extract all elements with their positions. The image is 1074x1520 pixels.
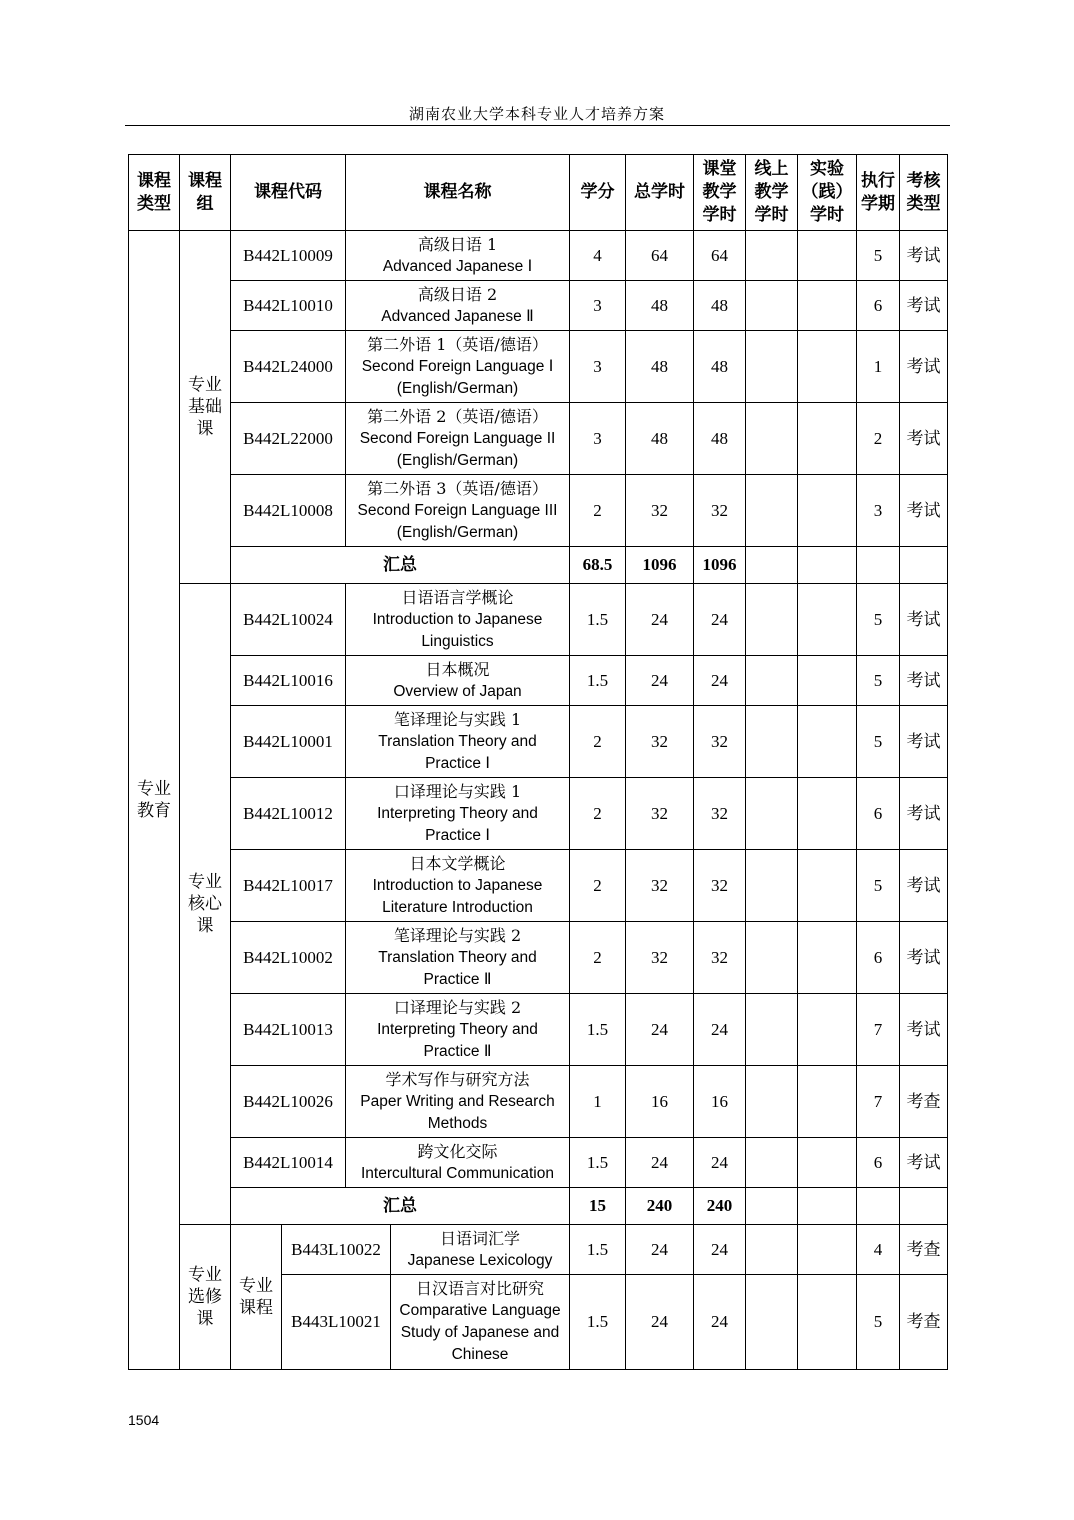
course-name-cell: [346, 281, 570, 331]
credit-cell: 1.5: [570, 656, 626, 706]
course-name-cell: [346, 584, 570, 656]
exam-type-cell: 考试: [900, 922, 948, 994]
summary-lab: [798, 1188, 857, 1225]
total-hours-cell: 24: [626, 1275, 694, 1370]
summary-total-hours: 1096: [626, 547, 694, 584]
course-name-zh: 日本文学概论: [409, 853, 506, 873]
course-name-en: Second Foreign Language III: [357, 501, 558, 519]
col-header-line: 课堂: [702, 159, 737, 179]
course-name-cell: [346, 706, 570, 778]
course-code-cell: B442L10008: [231, 475, 346, 547]
table-row: [129, 850, 948, 922]
online-hours-cell: [746, 231, 798, 281]
classroom-hours-cell: 32: [694, 922, 746, 994]
course-name-en: Paper Writing and Research: [360, 1092, 555, 1110]
course-name-cell: [346, 331, 570, 403]
term-cell: 7: [857, 994, 900, 1066]
term-cell: 6: [857, 778, 900, 850]
course-name-en: Comparative Language: [399, 1302, 561, 1319]
term-cell: 5: [857, 656, 900, 706]
credit-cell: 2: [570, 475, 626, 547]
exam-type-cell: 考试: [900, 994, 948, 1066]
table-row: [129, 584, 948, 656]
lab-hours-cell: [798, 231, 857, 281]
exam-type-cell: 考试: [900, 331, 948, 403]
col-header-line: 线上: [754, 159, 789, 179]
classroom-hours-cell: 24: [694, 656, 746, 706]
col-header-course-name: 课程名称: [346, 155, 570, 231]
col-header-exam-type: [900, 155, 948, 231]
term-cell: 4: [857, 1225, 900, 1275]
exam-type-cell: 考查: [900, 1275, 948, 1370]
lab-hours-cell: [798, 656, 857, 706]
course-code-cell: B442L10017: [231, 850, 346, 922]
credit-cell: 2: [570, 778, 626, 850]
course-name-en: Chinese: [451, 1346, 509, 1363]
course-group-elective: [180, 1225, 231, 1370]
col-header-line: 课程: [188, 170, 222, 191]
course-name-cell: [346, 231, 570, 281]
online-hours-cell: [746, 994, 798, 1066]
exam-type-cell: 考试: [900, 850, 948, 922]
course-type-cell-line: 专业: [137, 779, 171, 799]
credit-cell: 2: [570, 706, 626, 778]
course-name-en: Interpreting Theory and: [377, 1020, 538, 1038]
col-header-term: [857, 155, 900, 231]
page-header-title: 湖南农业大学本科专业人才培养方案: [408, 105, 665, 123]
course-code-cell: B442L10002: [231, 922, 346, 994]
course-group-basic-line: 基础: [188, 397, 222, 417]
online-hours-cell: [746, 584, 798, 656]
course-name-en: Linguistics: [421, 632, 494, 650]
classroom-hours-cell: 24: [694, 584, 746, 656]
classroom-hours-cell: 32: [694, 706, 746, 778]
summary-total-hours: 240: [626, 1188, 694, 1225]
course-name-en: Advanced Japanese Ⅱ: [381, 307, 534, 325]
summary-row: [129, 1188, 948, 1225]
term-cell: 6: [857, 281, 900, 331]
col-header-online-hours: [746, 155, 798, 231]
credit-cell: 1.5: [570, 1138, 626, 1188]
course-group-elective-line: 专业: [188, 1265, 222, 1285]
course-name-en: Practice Ⅰ: [425, 754, 490, 772]
course-code-cell: B442L10024: [231, 584, 346, 656]
col-header-credit: 学分: [570, 155, 626, 231]
course-name-cell: [346, 922, 570, 994]
lab-hours-cell: [798, 1138, 857, 1188]
classroom-hours-cell: 48: [694, 281, 746, 331]
course-name-zh: 学术写作与研究方法: [385, 1069, 530, 1089]
term-cell: 5: [857, 850, 900, 922]
credit-cell: 1.5: [570, 1225, 626, 1275]
table-row: [129, 1225, 948, 1275]
summary-exam: [900, 1188, 948, 1225]
classroom-hours-cell: 32: [694, 475, 746, 547]
course-code-cell: B442L10014: [231, 1138, 346, 1188]
credit-cell: 1.5: [570, 994, 626, 1066]
exam-type-cell: 考试: [900, 656, 948, 706]
course-code-cell: B442L10010: [231, 281, 346, 331]
course-name-en: Overview of Japan: [393, 682, 522, 700]
course-group-core-line: 课: [196, 916, 214, 936]
exam-type-cell: 考试: [900, 475, 948, 547]
total-hours-cell: 24: [626, 584, 694, 656]
online-hours-cell: [746, 1225, 798, 1275]
course-name-en: Methods: [427, 1114, 488, 1132]
course-name-cell: [346, 475, 570, 547]
lab-hours-cell: [798, 1275, 857, 1370]
course-group-basic-line: 专业: [188, 375, 222, 395]
online-hours-cell: [746, 1275, 798, 1370]
total-hours-cell: 32: [626, 778, 694, 850]
course-name-zh: 第二外语 2（英语/德语）: [367, 406, 548, 426]
course-name-zh: 口译理论与实践 1: [393, 781, 522, 801]
total-hours-cell: 24: [626, 656, 694, 706]
course-name-en: Introduction to Japanese: [372, 610, 543, 628]
col-header-course-code: 课程代码: [231, 155, 346, 231]
total-hours-cell: 32: [626, 706, 694, 778]
credit-cell: 1: [570, 1066, 626, 1138]
classroom-hours-cell: 64: [694, 231, 746, 281]
classroom-hours-cell: 16: [694, 1066, 746, 1138]
course-name-cell: [346, 994, 570, 1066]
term-cell: 1: [857, 331, 900, 403]
col-header-lab-hours: [798, 155, 857, 231]
lab-hours-cell: [798, 1066, 857, 1138]
course-name-en: Practice Ⅱ: [423, 970, 492, 988]
lab-hours-cell: [798, 584, 857, 656]
course-code-cell: B442L10001: [231, 706, 346, 778]
course-code-cell: B443L10022: [282, 1225, 391, 1275]
course-name-en: Japanese Lexicology: [407, 1251, 553, 1269]
course-name-en: Second Foreign Language II: [359, 429, 556, 447]
table-row: [129, 403, 948, 475]
term-cell: 3: [857, 475, 900, 547]
exam-type-cell: 考试: [900, 1138, 948, 1188]
table-body: [129, 231, 948, 1370]
credit-cell: 2: [570, 850, 626, 922]
course-type-cell: [129, 231, 180, 1370]
summary-term: [857, 547, 900, 584]
total-hours-cell: 64: [626, 231, 694, 281]
summary-label: 汇总: [231, 547, 570, 584]
course-group-basic: [180, 231, 231, 584]
course-code-cell: B442L22000: [231, 403, 346, 475]
course-name-cell: [346, 850, 570, 922]
online-hours-cell: [746, 706, 798, 778]
course-name-zh: 第二外语 1（英语/德语）: [367, 334, 548, 354]
course-name-zh: 日语语言学概论: [401, 587, 514, 607]
course-name-zh: 高级日语 2: [417, 284, 498, 304]
course-subgroup-elective-line: 专业: [239, 1276, 273, 1296]
course-name-en: Study of Japanese and: [400, 1324, 560, 1341]
exam-type-cell: 考试: [900, 281, 948, 331]
header-divider: [125, 125, 950, 126]
classroom-hours-cell: 48: [694, 331, 746, 403]
course-name-zh: 日汉语言对比研究: [415, 1279, 544, 1298]
course-group-basic-line: 课: [196, 419, 214, 439]
lab-hours-cell: [798, 994, 857, 1066]
table-row: [129, 475, 948, 547]
online-hours-cell: [746, 1138, 798, 1188]
course-name-cell: [346, 403, 570, 475]
course-code-cell: B443L10021: [282, 1275, 391, 1370]
credit-cell: 1.5: [570, 1275, 626, 1370]
total-hours-cell: 32: [626, 475, 694, 547]
col-header-total-hours: 总学时: [626, 155, 694, 231]
lab-hours-cell: [798, 331, 857, 403]
course-group-elective-line: 课: [196, 1309, 214, 1329]
classroom-hours-cell: 32: [694, 778, 746, 850]
exam-type-cell: 考查: [900, 1066, 948, 1138]
table-row: [129, 331, 948, 403]
lab-hours-cell: [798, 403, 857, 475]
course-group-core-line: 专业: [188, 872, 222, 892]
summary-classroom-hours: 240: [694, 1188, 746, 1225]
course-name-cell: [391, 1225, 570, 1275]
term-cell: 5: [857, 231, 900, 281]
col-header-line: 执行: [861, 170, 895, 191]
page-number: 1504: [128, 1412, 160, 1428]
table-row: [129, 994, 948, 1066]
total-hours-cell: 48: [626, 331, 694, 403]
credit-cell: 3: [570, 331, 626, 403]
online-hours-cell: [746, 1066, 798, 1138]
exam-type-cell: 考试: [900, 778, 948, 850]
term-cell: 5: [857, 706, 900, 778]
summary-row: [129, 547, 948, 584]
col-header-classroom-hours: [694, 155, 746, 231]
exam-type-cell: 考试: [900, 584, 948, 656]
summary-lab: [798, 547, 857, 584]
exam-type-cell: 考试: [900, 231, 948, 281]
course-name-cell: [346, 656, 570, 706]
course-group-core: [180, 584, 231, 1225]
course-name-zh: 日语词汇学: [439, 1228, 520, 1248]
online-hours-cell: [746, 403, 798, 475]
term-cell: 2: [857, 403, 900, 475]
course-name-en: Advanced Japanese Ⅰ: [382, 257, 533, 275]
term-cell: 5: [857, 584, 900, 656]
total-hours-cell: 48: [626, 281, 694, 331]
total-hours-cell: 24: [626, 1225, 694, 1275]
term-cell: 7: [857, 1066, 900, 1138]
course-name-cell: [391, 1275, 570, 1370]
col-header-line: 考核: [906, 170, 941, 191]
col-header-line: 类型: [137, 193, 171, 214]
summary-exam: [900, 547, 948, 584]
course-code-cell: B442L10016: [231, 656, 346, 706]
lab-hours-cell: [798, 850, 857, 922]
course-name-en: Practice Ⅰ: [425, 826, 490, 844]
col-header-line: 教学: [702, 182, 737, 202]
course-name-en: Introduction to Japanese: [372, 876, 543, 894]
exam-type-cell: 考试: [900, 403, 948, 475]
lab-hours-cell: [798, 475, 857, 547]
total-hours-cell: 24: [626, 994, 694, 1066]
table-row: [129, 1066, 948, 1138]
course-name-en: (English/German): [396, 451, 519, 469]
table-row: [129, 706, 948, 778]
col-header-line: 实验: [810, 159, 844, 179]
course-type-cell-line: 教育: [137, 801, 171, 821]
course-name-zh: 笔译理论与实践 1: [393, 709, 522, 729]
online-hours-cell: [746, 922, 798, 994]
course-group-core-line: 核心: [188, 894, 222, 914]
course-name-zh: 笔译理论与实践 2: [393, 925, 522, 945]
summary-online: [746, 1188, 798, 1225]
col-header-line: 类型: [906, 193, 941, 214]
credit-cell: 2: [570, 922, 626, 994]
credit-cell: 3: [570, 281, 626, 331]
course-name-en: Second Foreign Language Ⅰ: [361, 357, 554, 375]
course-subgroup-elective: [231, 1225, 282, 1370]
lab-hours-cell: [798, 922, 857, 994]
table-row: [129, 778, 948, 850]
course-name-zh: 第二外语 3（英语/德语）: [367, 478, 548, 498]
course-name-en: (English/German): [396, 379, 519, 397]
exam-type-cell: 考试: [900, 706, 948, 778]
credit-cell: 4: [570, 231, 626, 281]
col-header-line: （践）: [801, 182, 853, 202]
online-hours-cell: [746, 331, 798, 403]
course-name-en: Literature Introduction: [382, 898, 533, 916]
course-group-elective-line: 选修: [188, 1287, 222, 1307]
summary-credit: 15: [570, 1188, 626, 1225]
course-name-en: Translation Theory and: [378, 732, 537, 750]
total-hours-cell: 16: [626, 1066, 694, 1138]
classroom-hours-cell: 48: [694, 403, 746, 475]
course-name-en: Practice Ⅱ: [423, 1042, 492, 1060]
summary-credit: 68.5: [570, 547, 626, 584]
col-header-course-group: [180, 155, 231, 231]
course-name-en: (English/German): [396, 523, 519, 541]
course-name-zh: 口译理论与实践 2: [393, 997, 522, 1017]
course-subgroup-elective-line: 课程: [239, 1298, 273, 1318]
online-hours-cell: [746, 475, 798, 547]
classroom-hours-cell: 24: [694, 994, 746, 1066]
course-code-cell: B442L10013: [231, 994, 346, 1066]
total-hours-cell: 32: [626, 922, 694, 994]
course-name-zh: 日本概况: [425, 659, 490, 679]
lab-hours-cell: [798, 778, 857, 850]
course-code-cell: B442L10009: [231, 231, 346, 281]
online-hours-cell: [746, 850, 798, 922]
col-header-line: 学时: [810, 205, 844, 225]
credit-cell: 1.5: [570, 584, 626, 656]
lab-hours-cell: [798, 281, 857, 331]
classroom-hours-cell: 24: [694, 1275, 746, 1370]
table-row: [129, 231, 948, 281]
col-header-course-type: [129, 155, 180, 231]
table-row: [129, 656, 948, 706]
summary-online: [746, 547, 798, 584]
col-header-line: 学时: [754, 205, 789, 225]
table-header-row: [129, 155, 948, 231]
curriculum-table: [128, 154, 948, 1370]
table-row: [129, 1138, 948, 1188]
summary-term: [857, 1188, 900, 1225]
course-code-cell: B442L10026: [231, 1066, 346, 1138]
course-code-cell: B442L10012: [231, 778, 346, 850]
col-header-line: 学期: [861, 193, 895, 214]
classroom-hours-cell: 24: [694, 1138, 746, 1188]
course-name-cell: [346, 1138, 570, 1188]
total-hours-cell: 32: [626, 850, 694, 922]
online-hours-cell: [746, 778, 798, 850]
online-hours-cell: [746, 656, 798, 706]
course-name-en: Interpreting Theory and: [377, 804, 538, 822]
exam-type-cell: 考查: [900, 1225, 948, 1275]
summary-classroom-hours: 1096: [694, 547, 746, 584]
classroom-hours-cell: 32: [694, 850, 746, 922]
term-cell: 6: [857, 1138, 900, 1188]
online-hours-cell: [746, 281, 798, 331]
table-row: [129, 281, 948, 331]
col-header-line: 课程: [137, 170, 171, 191]
course-code-cell: B442L24000: [231, 331, 346, 403]
course-name-cell: [346, 1066, 570, 1138]
course-name-en: Intercultural Communication: [361, 1164, 554, 1182]
course-name-cell: [346, 778, 570, 850]
summary-label: 汇总: [231, 1188, 570, 1225]
lab-hours-cell: [798, 1225, 857, 1275]
course-name-zh: 高级日语 1: [417, 234, 498, 254]
credit-cell: 3: [570, 403, 626, 475]
term-cell: 6: [857, 922, 900, 994]
total-hours-cell: 48: [626, 403, 694, 475]
term-cell: 5: [857, 1275, 900, 1370]
col-header-line: 教学: [754, 182, 789, 202]
table-row: [129, 922, 948, 994]
course-name-zh: 跨文化交际: [417, 1141, 498, 1161]
col-header-line: 组: [196, 193, 214, 214]
classroom-hours-cell: 24: [694, 1225, 746, 1275]
col-header-line: 学时: [702, 205, 737, 225]
total-hours-cell: 24: [626, 1138, 694, 1188]
course-name-en: Translation Theory and: [378, 948, 537, 966]
lab-hours-cell: [798, 706, 857, 778]
